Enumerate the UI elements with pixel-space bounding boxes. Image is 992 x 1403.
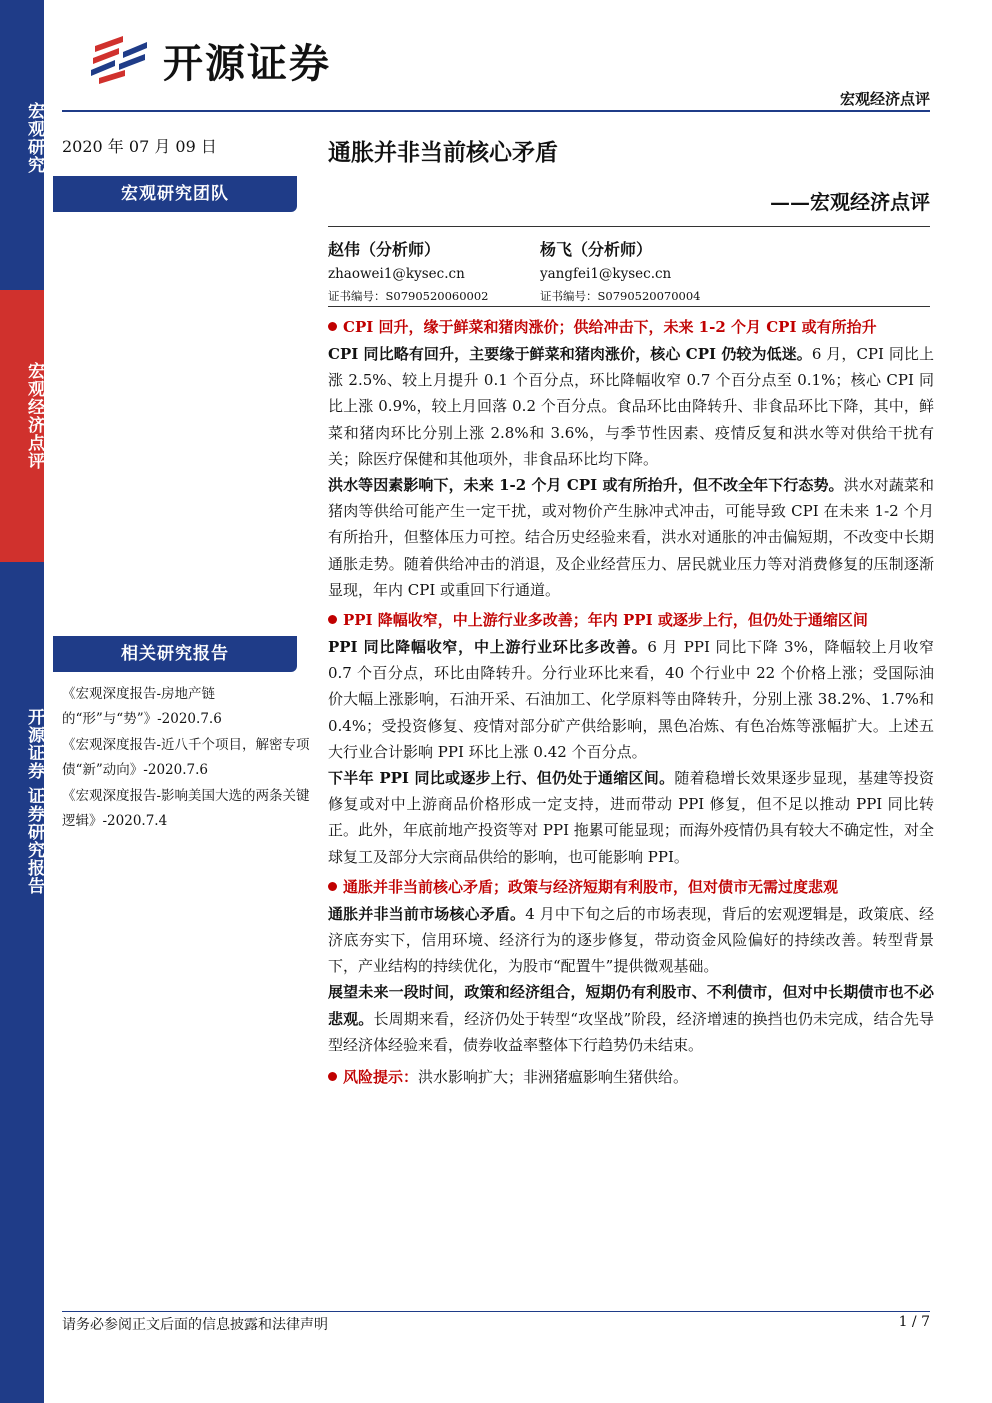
body-paragraph: 通胀并非当前市场核心矛盾。4 月中下旬之后的市场表现，背后的宏观逻辑是，政策底、经济底夯实下，信用环境、经济行为的逐步修复，带动资金风险偏好的持续改善。转型背景下，产业结构的持续优化，为股市“配置牛”提供微观基础。 [328,904,934,976]
related-reports-list [62,682,312,835]
header-category: 宏观经济点评 [839,90,930,108]
body-paragraph: CPI 同比略有回升，主要缘于鲜菜和猪肉涨价，核心 CPI 仍较为低迷。6 月，CPI 同比上涨 2.5%、较上月提升 0.1 个百分点，环比降幅收窄 0.7 个百分点至 0.1%；核心 CPI 同比上涨 0.9%，较上月回落 0.2 个百分点。食品环比由降转升、非食品环比下降，其中，鲜菜和猪肉环比分别上涨 2.8%和 3.6%，与季节性因素、疫情反复和洪水等对供给干扰有关；除医疗保健和其他项外，非食品环比均下降。 [328,345,934,468]
related-report-item[interactable]: 《宏观深度报告-影响美国大选的两条关键逻辑》-2020.7.4 [62,788,310,829]
logo-text: 开源证券 [163,41,331,87]
header-divider [62,110,930,112]
analyst-name: 杨飞（分析师） [540,240,653,259]
body-paragraph: PPI 同比降幅收窄，中上游行业环比多改善。6 月 PPI 同比下降 3%，降幅较上月收窄 0.7 个百分点，环比由降转升。分行业环比来看，40 个行业中 22 个价格上涨；受国际油价大幅上涨影响，石油开采、石油加工、化学原料等由降转升，分别上涨 38.2%、1.7%和 0.4%；受投资修复、疫情对部分矿产供给影响，黑色冶炼、有色冶炼等涨幅扩大。上述五大行业合计影响 PPI 环比上涨 0.42 个百分点。 [328,638,934,761]
bullet-dot-icon [328,615,337,624]
body-paragraph: 展望未来一段时间，政策和经济组合，短期仍有利股市、不利债市，但对中长期债市也不必悲观。长周期来看，经济仍处于转型“攻坚战”阶段，经济增速的换挡也仍未完成，结合先导型经济体经验来看，债券收益率整体下行趋势仍未结束。 [328,983,934,1054]
risk-text: 洪水影响扩大；非洲猪瘟影响生猪供给。 [418,1068,689,1087]
footer-disclaimer: 请务必参阅正文后面的信息披露和法律声明 [62,1317,328,1333]
analyst-card [328,238,489,306]
analyst-cert: 证书编号：S0790520060002 [328,289,489,303]
sidebar-label-top: 宏观研究 [24,102,44,174]
title-divider [328,226,930,227]
analyst-name: 赵伟（分析师） [328,240,441,259]
section-heading: CPI 回升，缘于鲜菜和猪肉涨价；供给冲击下，未来 1-2 个月 CPI 或有所抬升 [328,314,934,341]
body-paragraph: 下半年 PPI 同比或逐步上行、但仍处于通缩区间。随着稳增长效果逐步显现，基建等投资修复或对中上游商品价格形成一定支持，进而带动 PPI 修复，但不足以推动 PPI 同比转正。此外，年底前地产投资等对 PPI 拖累可能显现；而海外疫情仍具有较大不确定性，对全球复工及部分大宗商品供给的影响，也可能影响 PPI。 [328,769,934,866]
related-report-item[interactable]: 《宏观深度报告-近八千个项目，解密专项债“新”动向》-2020.7.6 [62,737,310,778]
analyst-email[interactable]: yangfei1@kysec.cn [540,266,672,282]
page-number: 1 / 7 [898,1314,930,1330]
report-title: 通胀并非当前核心矛盾 [328,139,558,166]
analyst-email[interactable]: zhaowei1@kysec.cn [328,266,465,282]
logo-mark-icon [85,30,149,84]
analyst-divider [328,306,930,307]
bullet-dot-icon [328,1072,337,1081]
team-title-bar: 宏观研究团队 [53,176,297,212]
section-heading: 通胀并非当前核心矛盾；政策与经济短期有利股市，但对债市无需过度悲观 [328,874,934,901]
bullet-dot-icon [328,882,337,891]
bullet-dot-icon [328,322,337,331]
risk-label: 风险提示： [343,1068,419,1087]
sidebar-label-middle: 宏观经济点评 [24,362,44,470]
footer-divider [62,1311,930,1312]
analyst-cert: 证书编号：S0790520070004 [540,289,701,303]
risk-note [328,1064,934,1091]
report-body [328,314,934,1091]
report-date: 2020 年 07 月 09 日 [62,137,217,156]
related-report-item[interactable]: 《宏观深度报告-房地产链的“形”与“势”》-2020.7.6 [62,686,222,727]
related-reports-title-bar: 相关研究报告 [53,636,297,672]
body-paragraph: 洪水等因素影响下，未来 1-2 个月 CPI 或有所抬升，但不改全年下行态势。洪水对蔬菜和猪肉等供给可能产生一定干扰，或对物价产生脉冲式冲击，可能导致 CPI 在未来 1-2 个月有所抬升，但整体压力可控。结合历史经验来看，洪水对通胀的冲击偏短期，不改变中长期通胀走势。随着供给冲击的消退，及企业经营压力、居民就业压力等对消费修复的压制逐渐显现，年内 CPI 或重回下行通道。 [328,476,934,599]
company-logo [85,28,375,88]
analyst-card [540,238,701,306]
sidebar-label-bottom: 开源证券 证券研究报告 [24,708,44,895]
sidebar-strip-bottom [0,562,44,1403]
section-heading: PPI 降幅收窄，中上游行业多改善；年内 PPI 或逐步上行，但仍处于通缩区间 [328,607,934,634]
report-subtitle: ——宏观经济点评 [770,190,930,214]
